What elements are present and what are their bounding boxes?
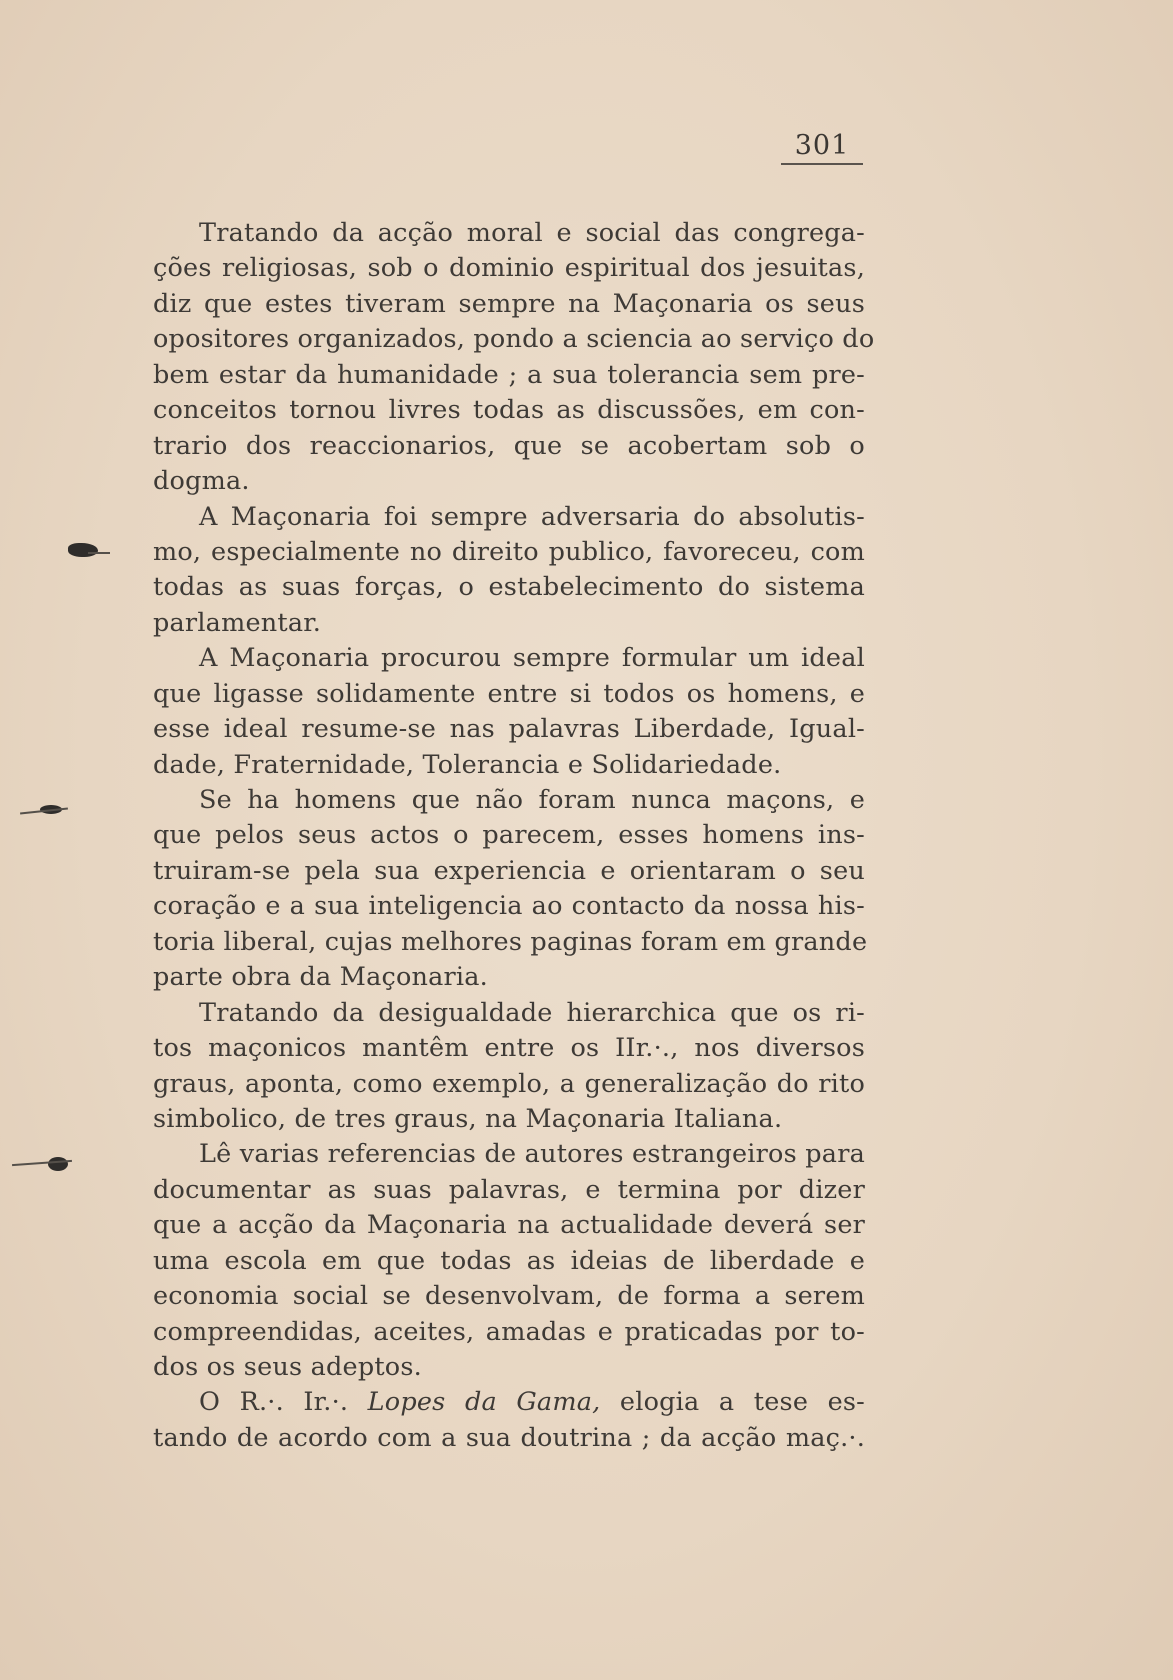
text-line: tos maçonicos mantêm entre os IIr.·., nos diversos (153, 1033, 865, 1064)
text-line: ções religiosas, sob o dominio espiritual dos jesuitas, (153, 253, 865, 284)
text-line: dade, Fraternidade, Tolerancia e Solidariedade. (153, 749, 782, 780)
text-line: que ligasse solidamente entre si todos os homens, e (153, 678, 865, 709)
text-line: parlamentar. (153, 607, 322, 638)
text-line: uma escola em que todas as ideias de liberdade e (153, 1245, 865, 1276)
text-line: dogma. (153, 466, 250, 497)
person-name: Lopes da Gama, (367, 1387, 601, 1418)
text-line: bem estar da humanidade ; a sua tolerancia sem pre- (153, 359, 865, 390)
text-line: que pelos seus actos o parecem, esses homens ins- (153, 820, 865, 851)
text-line: diz que estes tiveram sempre na Maçonaria os seus (153, 288, 865, 319)
text-line-final-2: tando de acordo com a sua doutrina ; da acção maç.·. (153, 1422, 865, 1453)
text-line: Tratando da acção moral e social das congrega- (199, 218, 865, 248)
page-number: 301 (781, 130, 863, 165)
text-line: truiram-se pela sua experiencia e orientaram o seu (153, 855, 865, 886)
text-line: graus, aponta, como exemplo, a generalização do rito (153, 1068, 865, 1099)
text-line: opositores organizados, pondo a sciencia ao serviço do (153, 324, 875, 355)
text-line: Lê varias referencias de autores estrangeiros para (199, 1139, 865, 1170)
text-line: toria liberal, cujas melhores paginas foram em grande (153, 926, 868, 957)
text-line: dos os seus adeptos. (153, 1352, 422, 1382)
text-line: parte obra da Maçonaria. (153, 962, 488, 993)
text-line: Se ha homens que não foram nunca maçons, e (199, 785, 865, 815)
text-line: A Maçonaria procurou sempre formular um ideal (199, 643, 865, 674)
paragraph-lines (153, 216, 875, 1385)
text-line: trario dos reaccionarios, que se acobertam sob o (153, 430, 865, 461)
final-line-before: O R.·. Ir.·. (199, 1387, 368, 1418)
body-text (153, 216, 875, 1456)
text-line: esse ideal resume-se nas palavras Liberdade, Igual- (153, 714, 865, 745)
text-line: mo, especialmente no direito publico, favoreceu, com (153, 536, 865, 567)
text-line: que a acção da Maçonaria na actualidade deverá ser (153, 1210, 865, 1241)
text-line: compreendidas, aceites, amadas e praticadas por to- (153, 1316, 865, 1347)
text-line: economia social se desenvolvam, de forma a serem (153, 1281, 865, 1312)
final-line-after: elogia a tese es- (600, 1387, 865, 1418)
text-line: todas as suas forças, o estabelecimento do sistema (153, 572, 865, 603)
text-line: A Maçonaria foi sempre adversaria do absolutis- (199, 501, 865, 532)
binding-hole-mark (48, 1157, 68, 1171)
text-line: Tratando da desigualdade hierarchica que os ri- (199, 997, 865, 1028)
text-line-final-1 (153, 1385, 865, 1420)
binding-hole-mark (88, 552, 110, 554)
binding-hole-mark (68, 543, 98, 557)
text-line: coração e a sua inteligencia ao contacto da nossa his- (153, 891, 865, 922)
text-line: simbolico, de tres graus, na Maçonaria Italiana. (153, 1103, 783, 1134)
text-line: documentar as suas palavras, e termina por dizer (153, 1174, 865, 1205)
text-line: conceitos tornou livres todas as discussões, em con- (153, 395, 865, 426)
